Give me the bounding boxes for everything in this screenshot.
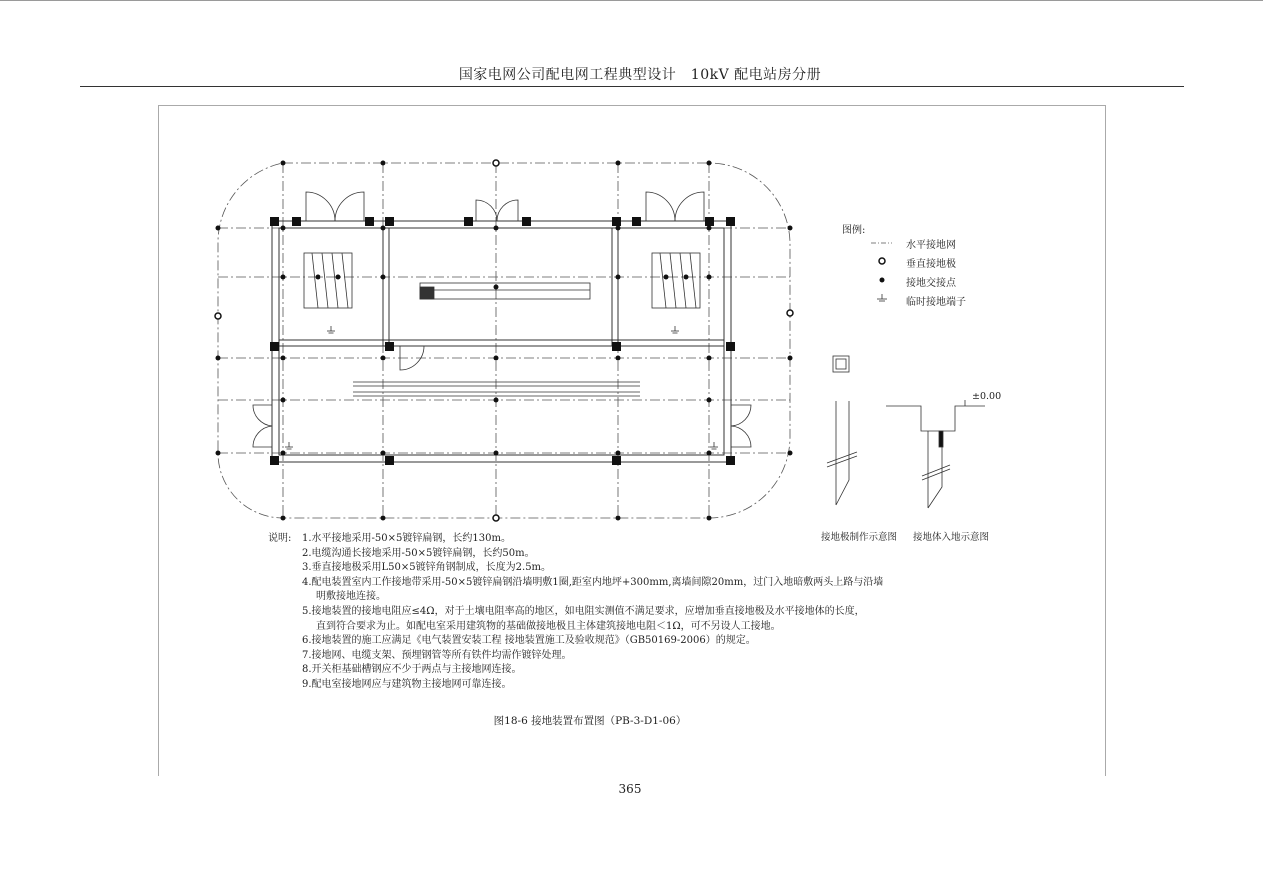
building-walls [272, 221, 731, 462]
electrode-detail-sketch [827, 356, 857, 505]
note-item: 3.垂直接地极采用L50×5镀锌角钢制成，长度为2.5m。 [302, 562, 552, 574]
note-item: 1.水平接地采用-50×5镀锌扁钢，长约130m。 [302, 533, 511, 544]
installation-detail-sketch [886, 400, 985, 508]
legend-label-temporary-terminal: 临时接地端子 [906, 297, 966, 308]
temporary-grounding-terminal-icon [877, 294, 887, 301]
design-notes [268, 532, 883, 693]
legend-label-junction-point: 接地交接点 [906, 278, 956, 289]
note-item: 6.接地装置的施工应满足《电气装置安装工程 接地装置施工及验收规范》（GB50169-2006）的规定。 [302, 635, 756, 647]
legend-icons [871, 243, 892, 301]
figure-caption: 图18-6 接地装置布置图（PB-3-D1-06） [493, 715, 687, 727]
installation-detail-caption: 接地体入地示意图 [913, 532, 990, 543]
legend-label-vertical-electrode: 垂直接地极 [906, 259, 956, 270]
legend-title: 图例: [842, 225, 866, 236]
building-columns [270, 217, 735, 465]
level-mark: ±0.00 [972, 391, 1002, 402]
note-item: 直到符合要求为止。如配电室采用建筑物的基础做接地极且主体建筑接地电阻＜1Ω，可不另设人工接地。 [316, 620, 781, 632]
door-swings [253, 192, 751, 447]
note-item: 5.接地装置的接地电阻应≤4Ω，对于土壤电阻率高的地区，如电阻实测值不满足要求，应增加垂直接地极及水平接地体的长度， [302, 605, 865, 617]
equipment-sketches [304, 253, 700, 396]
notes-lead: 说明: [268, 533, 292, 544]
note-item: 4.配电装置室内工作接地带采用-50×5镀锌扁钢沿墙明敷1圈,距室内地坪+300mm,离墙间隙20mm，过门入地暗敷两头上路与沿墙 [302, 576, 884, 588]
page-number: 365 [618, 782, 642, 796]
note-item: 8.开关柜基础槽钢应不少于两点与主接地网连接。 [302, 664, 522, 676]
vertical-grounding-electrode-icon [879, 258, 885, 264]
note-item: 7.接地网、电缆支架、预埋钢管等所有铁件均需作镀锌处理。 [302, 649, 572, 661]
electrode-detail-caption: 接地极制作示意图 [821, 532, 898, 543]
temporary-grounding-terminals [285, 326, 718, 449]
note-item: 明敷接地连接。 [316, 591, 386, 603]
grounding-junction-point-icon [880, 278, 885, 283]
legend-label-horizontal-grounding: 水平接地网 [906, 240, 956, 251]
note-item: 9.配电室接地网应与建筑物主接地网可靠连接。 [302, 678, 512, 690]
page-header-title: 国家电网公司配电网工程典型设计 10kV 配电站房分册 [458, 67, 822, 83]
note-item: 2.电缆沟通长接地采用-50×5镀锌扁钢，长约50m。 [302, 547, 535, 559]
